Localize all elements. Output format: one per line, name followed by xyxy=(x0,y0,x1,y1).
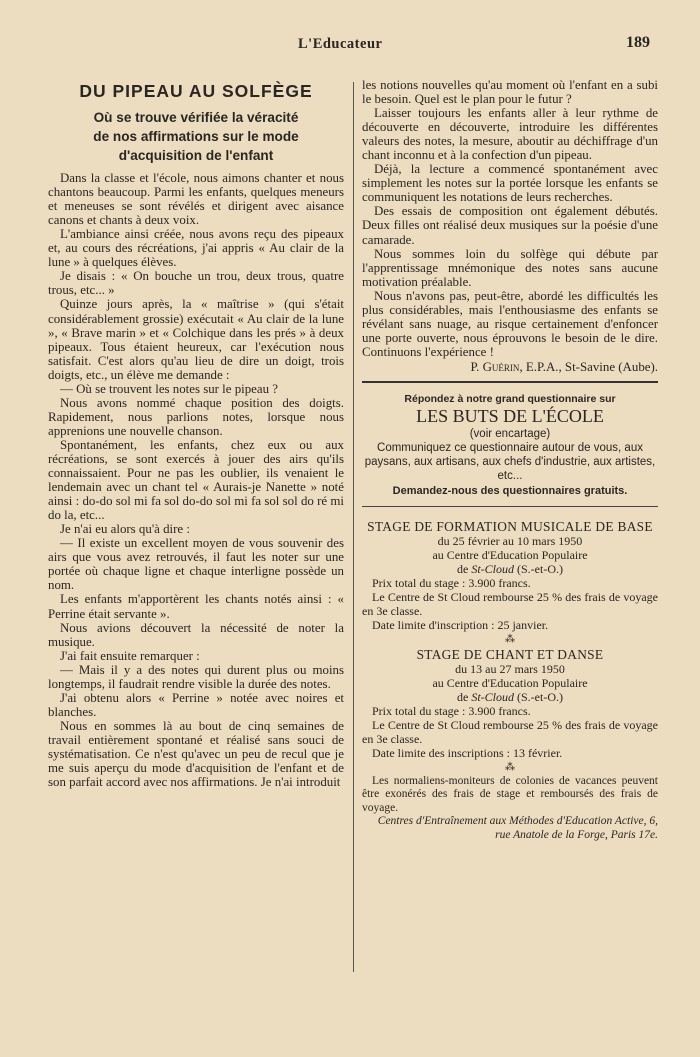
paragraph: Je disais : « On bouche un trou, deux trous, quatre trous, etc... » xyxy=(48,269,344,298)
article-title: DU PIPEAU AU SOLFÈGE xyxy=(79,81,313,101)
page-number: 189 xyxy=(626,34,650,51)
stage-deadline: Date limite d'inscription : 25 janvier. xyxy=(372,617,549,632)
article-subtitle xyxy=(48,108,344,165)
paragraph: Nous n'avons pas, peut-être, abordé les difficultés les plus considérables, mais l'enthousiasme des enfants se révélant sans nuage, au risque certainement d'enfoncer une porte ouverte, nous éprouvons le besoin de le dire. Continuons l'expérience ! xyxy=(362,288,658,359)
paragraph: Nous avons nommé chaque position des doigts. Rapidement, nous parlions notes, lorsque nous apprenions une nouvelle chanson. xyxy=(48,395,344,438)
paragraph: Des essais de composition ont également débutés. Deux filles ont réalisé deux musiques sur la poésie d'une camarade. xyxy=(362,204,658,247)
paragraph: — Mais il y a des notes qui durent plus ou moins longtemps, il faudrait rendre visible la durée des notes. xyxy=(48,662,344,691)
stage-dates: du 13 au 27 mars 1950 xyxy=(455,661,565,676)
paragraph: Laisser toujours les enfants aller à leur rythme de découverte en découverte, introduire les différentes valeurs des notes, la mesure, aboutir au déchiffrage d'un chant inconnu et à la confection d'un pipeau. xyxy=(362,106,658,163)
place-name: St-Cloud xyxy=(471,689,514,704)
questionnaire-note: (voir encartage) xyxy=(469,427,551,440)
stage-deadline: Date limite des inscriptions : 13 février. xyxy=(372,745,563,760)
stage-place xyxy=(362,690,658,704)
subtitle-line: d'acquisition de l'enfant xyxy=(118,148,274,164)
subtitle-line: Où se trouve vérifiée la véracité xyxy=(93,110,299,126)
paragraph: J'ai fait ensuite remarquer : xyxy=(60,648,200,663)
paragraph: Spontanément, les enfants, chez eux ou aux récréations, se sont exercés à jouer des airs qu'ils connaissaient. Pour ne pas les oublier, ils venaient le lendemain avec un chant tel « Aurais-je Nanette » noté ainsi : do-do sol mi fa sol do-do sol mi fa sol sol do ré mi do la, etc... xyxy=(48,437,344,523)
stage-refund: Le Centre de St Cloud rembourse 25 % des frais de voyage en 3e classe. xyxy=(362,717,658,746)
final-note xyxy=(362,775,658,816)
stage-dance xyxy=(362,647,658,760)
asterism: ⁂ xyxy=(505,633,515,645)
questionnaire-body: Communiquez ce questionnaire autour de vous, aux paysans, aux artisans, aux chefs d'industrie, aux artistes, etc... xyxy=(364,441,656,482)
paragraph: L'ambiance ainsi créée, nous avons reçu des pipeaux et, au cours des récréations, j'ai appris « Au clair de la lune » à quelques élèves. xyxy=(48,227,344,270)
signature-name: P. Guérin xyxy=(470,359,520,374)
stage-venue: au Centre d'Education Populaire xyxy=(432,547,588,562)
note-text: Les normaliens-moniteurs de colonies de vacances peuvent être exonérés des frais de stage et remboursés des frais de voyage. xyxy=(362,774,658,814)
stage-price: Prix total du stage : 3.900 francs. xyxy=(372,703,531,718)
divider xyxy=(362,381,658,383)
address: Centres d'Entraînement aux Méthodes d'Education Active, 6, rue Anatole de la Forge, Paris 17e. xyxy=(377,815,658,841)
paragraph: Les enfants m'apportèrent les chants notés ainsi : « Perrine était servante ». xyxy=(48,592,344,621)
running-head: L'Educateur xyxy=(298,36,383,52)
questionnaire-cta: Demandez-nous des questionnaires gratuits. xyxy=(392,484,628,497)
signature-affiliation: , E.P.A., St-Savine (Aube). xyxy=(519,359,658,374)
paragraph: — Où se trouvent les notes sur le pipeau ? xyxy=(60,381,279,396)
paragraph: Déjà, la lecture a commencé spontanément avec simplement les notes sur la portée lorsque les enfants se communiquent les notations de leurs recherches. xyxy=(362,162,658,205)
paragraph: — Il existe un excellent moyen de vous souvenir des airs que vous avez retrouvés, il faut les noter sur une portée où chaque ligne et chaque interligne possède un nom. xyxy=(48,536,344,593)
place-suffix: (S.-et-O.) xyxy=(514,561,563,576)
place-name: St-Cloud xyxy=(471,561,514,576)
stage-place xyxy=(362,562,658,576)
stage-refund: Le Centre de St Cloud rembourse 25 % des frais de voyage en 3e classe. xyxy=(362,589,658,618)
column-divider xyxy=(353,82,354,972)
divider xyxy=(362,506,658,507)
stage-venue: au Centre d'Education Populaire xyxy=(432,675,588,690)
paragraph: J'ai obtenu alors « Perrine » notée avec noires et blanches. xyxy=(48,690,344,719)
questionnaire-title: LES BUTS DE L'ÉCOLE xyxy=(416,405,604,426)
place-prefix: de xyxy=(457,561,472,576)
stage-music xyxy=(362,519,658,632)
questionnaire-box xyxy=(362,393,658,498)
questionnaire-intro: Répondez à notre grand questionnaire sur xyxy=(404,392,616,405)
left-column xyxy=(48,80,344,789)
stage-title: STAGE DE CHANT ET DANSE xyxy=(416,646,604,662)
right-column xyxy=(362,78,658,842)
paragraph: Quinze jours après, la « maîtrise » (qui s'était considérablement grossie) exécutait « Au clair de la lune », « Brave marin » et « Colchique dans les prés » à deux pipeaux. Tous étaient heureux, car l'exécution nous satisfait. C'est alors qu'au lieu de dire un doigt, trois doigts, etc., un élève me demande : xyxy=(48,297,344,382)
subtitle-line: de nos affirmations sur le mode xyxy=(93,129,299,145)
signature xyxy=(362,360,658,374)
paragraph: Nous avions découvert la nécessité de noter la musique. xyxy=(48,620,344,649)
stage-title: STAGE DE FORMATION MUSICALE DE BASE xyxy=(367,518,653,534)
paragraph: les notions nouvelles qu'au moment où l'enfant en a subi le besoin. Quel est le plan pour le futur ? xyxy=(362,78,658,107)
asterism: ⁂ xyxy=(505,761,515,773)
place-suffix: (S.-et-O.) xyxy=(514,689,563,704)
stage-dates: du 25 février au 10 mars 1950 xyxy=(437,533,583,548)
stage-price: Prix total du stage : 3.900 francs. xyxy=(372,575,531,590)
paragraph: Dans la classe et l'école, nous aimons chanter et nous chantons beaucoup. Parmi les enfants, quelques meneurs et meneuses se sont révélés et dirigent avec aisance canons et chants à deux voix. xyxy=(48,171,344,228)
paragraph: Nous sommes loin du solfège qui débute par l'apprentissage mnémonique des notes sans aucune motivation préalable. xyxy=(362,246,658,289)
paragraph: Je n'ai eu alors qu'à dire : xyxy=(60,522,190,537)
paragraph: Nous en sommes là au bout de cinq semaines de travail entièrement spontané et réalisé sans souci de systématisation. Ce n'est qu'avec un peu de recul que je me suis aperçu du mode d'acquisition de l'enfant et de son parfait accord avec nos affirmations. Je n'ai introduit xyxy=(48,718,344,790)
place-prefix: de xyxy=(457,689,472,704)
